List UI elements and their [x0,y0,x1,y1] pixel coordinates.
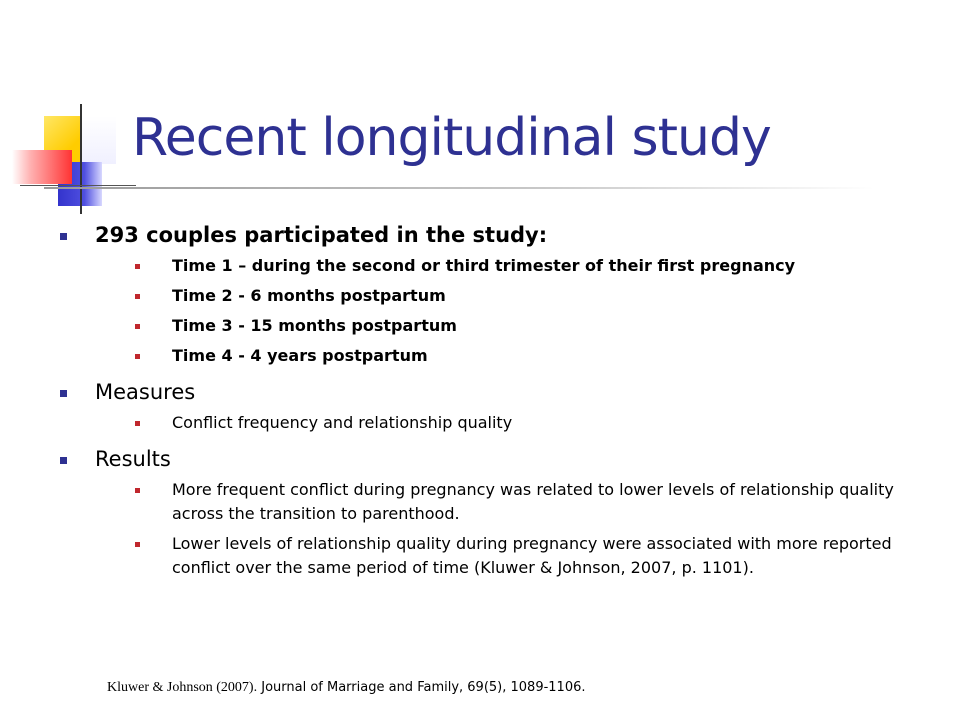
citation [107,680,586,696]
sub-bullet-square-icon [135,542,140,547]
sub-bullet-square-icon [135,324,140,329]
sub-bullet-square-icon [135,421,140,426]
bullet-participants [60,222,930,368]
deco-vertical-line [80,104,82,214]
title-divider [44,187,874,189]
bullet-square-icon [60,457,67,464]
sub-bullet-result-1 [135,478,930,526]
sub-bullet-square-icon [135,294,140,299]
sub-bullet-time-4 [135,344,930,368]
sub-bullet-time-3 [135,314,930,338]
deco-blue-square [80,116,116,164]
sub-bullet-text: Time 2 - 6 months postpartum [172,286,446,305]
bullet-square-icon [60,390,67,397]
bullet-text: Results [95,447,171,471]
sub-bullet-time-1 [135,254,930,278]
bullet-text: 293 couples participated in the study: [95,223,548,247]
bullet-measures [60,379,930,435]
sub-bullet-square-icon [135,354,140,359]
bullet-results [60,446,930,580]
sub-bullet-list [135,478,930,580]
slide-title: Recent longitudinal study [132,108,771,168]
sub-bullet-text: Lower levels of relationship quality during pregnancy were associated with more reported conflict over the same period of time (Kluwer & Johnson, 2007, p. 1101). [172,534,892,577]
citation-authors: Kluwer & Johnson (2007). [107,680,258,695]
sub-bullet-text: Time 3 - 15 months postpartum [172,316,457,335]
bullet-text: Measures [95,380,196,404]
deco-red-block [12,150,72,184]
sub-bullet-text: Time 1 – during the second or third trimester of their first pregnancy [172,256,796,275]
sub-bullet-result-2 [135,532,930,580]
bullet-square-icon [60,233,67,240]
sub-bullet-square-icon [135,488,140,493]
sub-bullet-list [135,254,930,368]
sub-bullet-text: Conflict frequency and relationship quality [172,413,513,432]
sub-bullet-measures [135,411,930,435]
sub-bullet-text: More frequent conflict during pregnancy was related to lower levels of relationship quality across the transition to parenthood. [172,480,894,523]
sub-bullet-list [135,411,930,435]
sub-bullet-square-icon [135,264,140,269]
bullet-list [60,222,930,580]
sub-bullet-time-2 [135,284,930,308]
deco-horizontal-line [20,185,136,186]
citation-journal: Journal of Marriage and Family, 69(5), 1089-1106. [257,680,586,695]
corner-decoration [0,90,140,220]
sub-bullet-text: Time 4 - 4 years postpartum [172,346,428,365]
